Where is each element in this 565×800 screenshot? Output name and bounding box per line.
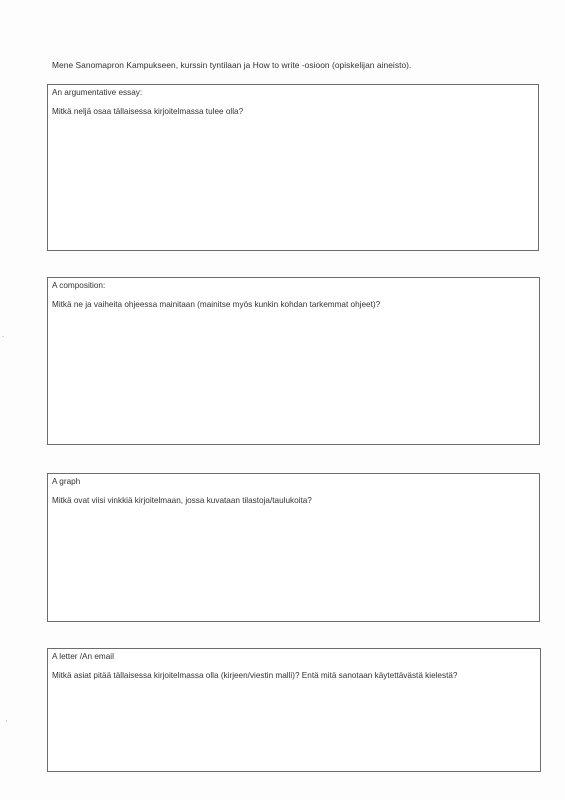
section-question-graph: Mitkä ovat viisi vinkkiä kirjoitelmaan, jossa kuvataan tilastoja/taulukoita? [52,496,312,505]
answer-box-graph[interactable] [47,473,540,622]
section-title-composition: A composition: [52,281,106,290]
scan-speck [2,336,4,337]
section-title-graph: A graph [52,477,81,486]
answer-box-composition[interactable] [47,277,540,445]
section-question-composition: Mitkä ne ja vaiheita ohjeessa mainitaan (mainitse myös kunkin kohdan tarkemmat ohjeet)? [52,300,381,309]
section-question-letter-email: Mitkä asiat pitää tällaisessa kirjoitelmassa olla (kirjeen/viestin malli)? Entä mitä sanotaan käytettävästä kielestä? [52,671,458,680]
section-title-letter-email: A letter /An email [52,652,114,661]
section-question-argumentative-essay: Mitkä neljä osaa tällaisessa kirjoitelmassa tulee olla? [52,107,244,116]
answer-box-letter-email[interactable] [47,648,541,772]
scan-speck [6,720,7,722]
section-title-argumentative-essay: An argumentative essay: [52,88,143,97]
instruction-text: Mene Sanomapron Kampukseen, kurssin tyntilaan ja How to write -osioon (opiskelijan aineisto). [52,60,412,70]
answer-box-argumentative-essay[interactable] [47,84,539,251]
